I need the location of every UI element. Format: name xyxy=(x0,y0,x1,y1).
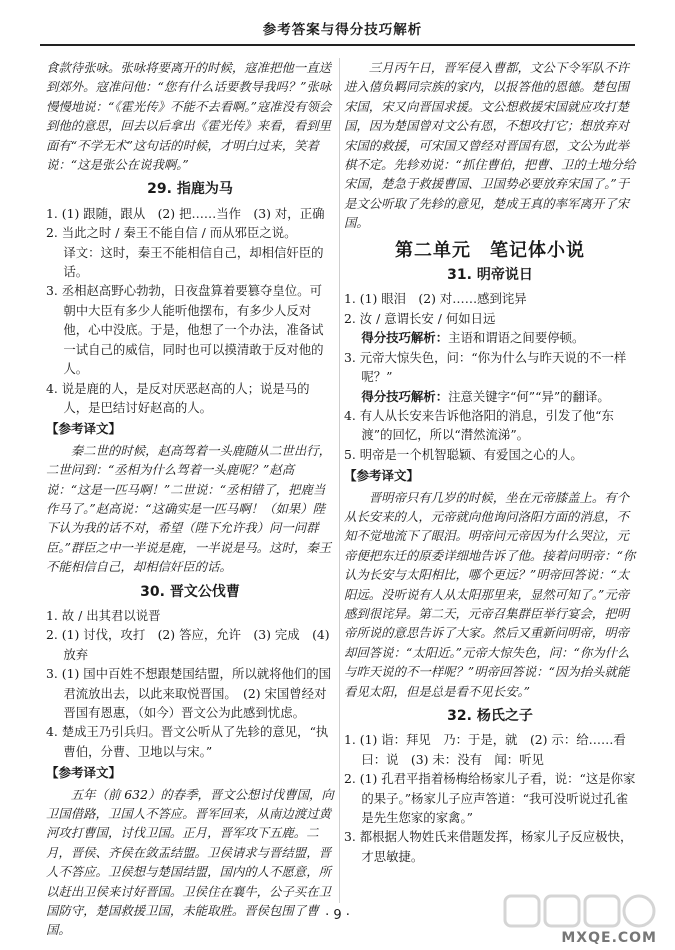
scoring-tip-label: 得分技巧解析： xyxy=(361,388,449,404)
right-column xyxy=(344,58,639,866)
answer-32-3: 3. 都根据人物姓氏来借题发挥，杨家儿子反应极快，才思敏捷。 xyxy=(344,829,633,864)
reference-translation-label-30: 【参考译文】 xyxy=(46,765,122,781)
page-header: 参考答案与得分技巧解析 xyxy=(262,22,423,38)
answer-30-4: 4. 楚成王乃引兵归。晋文公听从了先轸的意见，“执曹伯，分曹、卫地以与宋。” xyxy=(46,724,329,759)
unit-title: 第二单元 笔记体小说 xyxy=(395,239,585,261)
answer-32-2: 2. (1) 孔君平指着杨梅给杨家儿子看，说：“这是你家的果子。”杨家儿子应声答道：“我可没听说过孔雀是先生您家的家禽。” xyxy=(344,771,636,826)
answer-31-2: 2. 汝 / 意谓长安 / 何如日远 xyxy=(344,310,496,326)
answer-31-1: 1. (1) 眼泪 (2) 对……感到诧异 xyxy=(344,291,527,307)
reference-translation-30: 五年（前 632）的春季，晋文公想讨伐曹国，向卫国借路，卫国人不答应。晋军回来，从南边渡过黄河攻打曹国，讨伐卫国。正月，晋军攻下五鹿。二月，晋侯、齐侯在敛盂结盟。卫侯请求与晋结盟，晋人不答应。卫侯想与楚国结盟，国内的人不愿意，所以赶出卫侯来讨好晋国。卫侯住在襄牛，公子买在卫国防守，楚国救援卫国，未能取胜。晋侯包围了曹国。 xyxy=(46,786,334,938)
reference-translation-label-29: 【参考译文】 xyxy=(46,421,122,437)
scoring-tip-label: 得分技巧解析： xyxy=(361,330,449,346)
answer-29-3: 3. 丞相赵高野心勃勃，日夜盘算着要篡夺皇位。可朝中大臣有多少人能听他摆布，有多少人反对他，心中没底。于是，他想了一个办法，准备试一试自己的威信，同时也可以摸清敢于反对他的人。 xyxy=(46,283,324,377)
section-title-30: 30. 晋文公伐曹 xyxy=(140,583,240,600)
section-title-32: 32. 杨氏之子 xyxy=(447,708,533,724)
answer-29-4: 4. 说是鹿的人，是反对厌恶赵高的人；说是马的人，是巴结讨好赵高的人。 xyxy=(46,380,310,415)
answer-30-2: 2. (1) 讨伐，攻打 (2) 答应，允许 (3) 完成 (4) 放弃 xyxy=(46,627,330,662)
answer-31-5: 5. 明帝是一个机智聪颖、有爱国之心的人。 xyxy=(344,446,583,462)
answer-29-1: 1. (1) 跟随，跟从 (2) 把……当作 (3) 对，正确 xyxy=(46,205,325,221)
answer-31-4: 4. 有人从长安来告诉他洛阳的消息，引发了他“东渡”的回忆，所以“潸然流涕”。 xyxy=(344,407,614,443)
column-divider xyxy=(339,58,340,903)
reference-translation-31: 晋明帝只有几岁的时候，坐在元帝膝盖上。有个从长安来的人，元帝就向他询问洛阳方面的消息，不知不觉地流下了眼泪。明帝问元帝因为什么哭泣，元帝便把东迁的原委详细地告诉了他。接着问明帝：“你认为长安与太阳相比，哪个更远？”明帝回答说：“太阳远。没听说有人从太阳那里来，显然可知了。”元帝感到很诧异。第二天，元帝召集群臣举行宴会，把明帝所说的意思告诉了大家。然后又重新问明帝，明帝却回答说：“太阳近。”元帝大惊失色，问：“你为什么与昨天说的不一样呢？”明帝回答说：“因为抬头就能看见太阳，但是总是看不见长安。” xyxy=(344,489,636,699)
scoring-tip-31-3 xyxy=(344,387,636,406)
answer-29-2: 2. 当此之时 / 秦王不能自信 / 而从邪臣之说。 xyxy=(46,225,297,241)
reference-translation-29: 秦二世的时候，赵高驾着一头鹿随从二世出行，二世问到：“丞相为什么驾着一头鹿呢？”赵高说：“这是一匹马啊！”二世说：“丞相错了，把鹿当作马了。”赵高说：“这确实是一匹马啊！（如果）陛下认为我的话不对，希望（陛下允许我）问一问群臣。”群臣之中一半说是鹿，一半说是马。这时，秦王不能相信自己，却相信奸臣的话。 xyxy=(46,442,332,575)
scoring-tip-text: 主语和谓语之间要停顿。 xyxy=(448,330,585,346)
header-rule xyxy=(40,44,635,46)
answer-31-3: 3. 元帝大惊失色，问：“你为什么与昨天说的不一样呢？” xyxy=(344,349,627,385)
answer-30-1: 1. 故 / 出其君以说晋 xyxy=(46,607,161,623)
scoring-tip-31-2 xyxy=(344,328,636,347)
left-column xyxy=(46,58,334,940)
page-number: · 9 · xyxy=(325,908,350,923)
answer-30-3: 3. (1) 国中百姓不想跟楚国结盟，所以就将他们的国君流放出去，以此来取悦晋国。 (2) 宋国曾经对晋国有恩惠，（如今）晋文公为此感到忧虑。 xyxy=(46,666,332,720)
section-title-29: 29. 指鹿为马 xyxy=(147,181,233,198)
section-title-31: 31. 明帝说日 xyxy=(447,267,533,284)
answer-32-1: 1. (1) 诣：拜见 乃：于是，就 (2) 示：给……看 曰：说 (3) 未：没有 闻：听见 xyxy=(344,732,639,767)
watermark-text: MXQE.COM xyxy=(561,930,657,946)
reference-translation-label-31: 【参考译文】 xyxy=(344,468,420,484)
paragraph-intro: 食款待张咏。张咏将要离开的时候，寇准把他一直送到郊外。寇准问他：“您有什么话要教导我吗？”张咏慢慢地说：“《霍光传》不能不去看啊。”寇准没有领会到他的意思，回去以后拿出《霍光传》来看，看到里面有“不学无术”这句话的时候，才明白过来，笑着说：“这是张公在说我啊。” xyxy=(46,60,332,173)
scoring-tip-text: 注意关键字“何”“异”的翻译。 xyxy=(448,388,610,404)
answer-29-2-translation: 译文：这时，秦王不能相信自己，却相信奸臣的话。 xyxy=(63,244,324,280)
paragraph-continued: 三月丙午日，晋军侵入曹都，文公下令军队不许进入僖负羁同宗族的家内，以报答他的恩德。楚包围宋国，宋又向晋国求援。文公想救援宋国就应攻打楚国，因为楚国曾对文公有恩，不想攻打它；想放弃对宋国的救援，可宋国又曾经对晋国有恩，文公为此举棋不定。先轸劝说：“抓住曹伯，把曹、卫的土地分给宋国，楚急于救援曹国、卫国势必要放弃宋国了。”于是文公听取了先轸的意见，楚成王真的率军离开了宋国。 xyxy=(344,60,636,231)
